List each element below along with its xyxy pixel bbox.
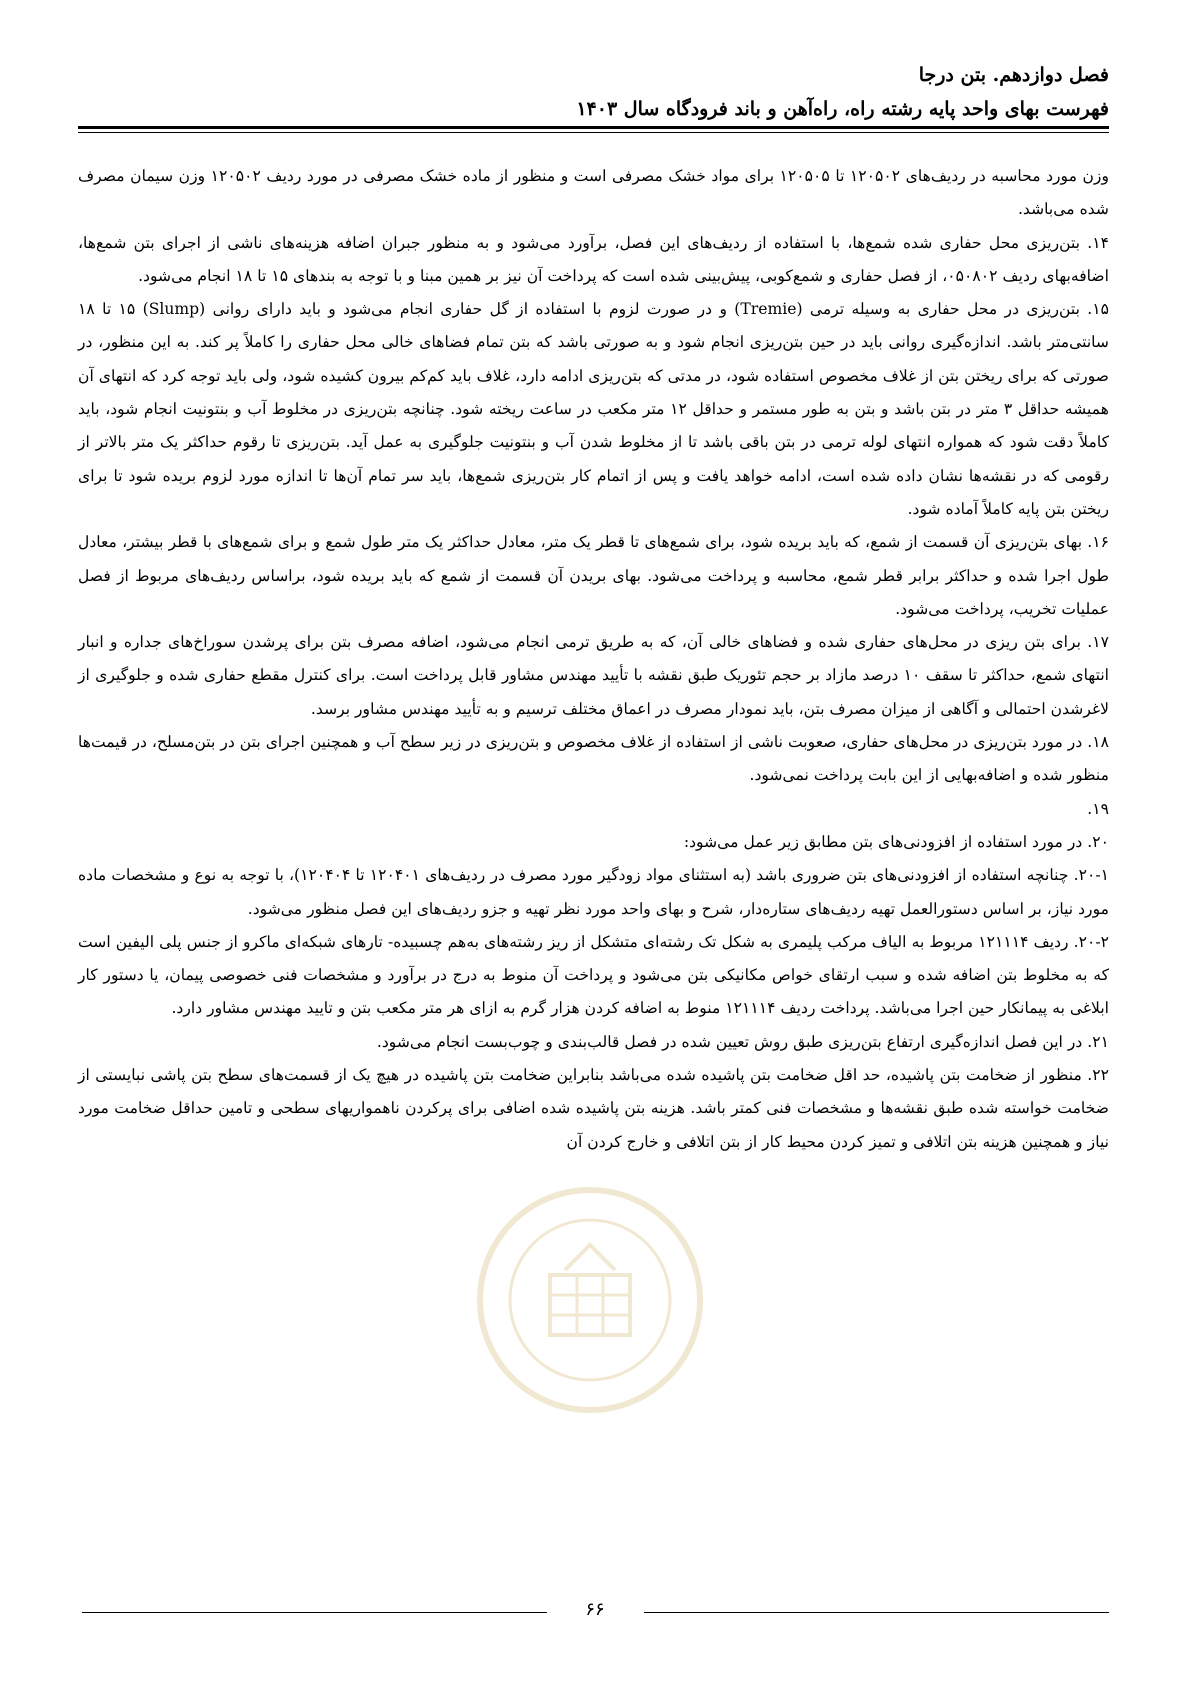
paragraph-16: ۱۶. بهای بتن‌ریزی آن قسمت از شمع، که باید بریده شود، برای شمع‌های تا قطر یک متر، معادل حداکثر یک متر طول شمع و برای شمع‌های با قطر بیشتر، معادل طول اجرا شده و حداکثر برابر قطر شمع، محاسبه و پرداخت می‌شود. بهای بریدن آن قسمت از شمع که باید بریده شود، براساس ردیف‌های مربوط از فصل عملیات تخریب، پرداخت می‌شود. [78,533,1109,618]
footer-rule-left [82,1612,547,1613]
chapter-title: فصل دوازدهم. بتن درجا [918,64,1109,86]
header-rule-thin [78,132,1109,133]
page-header [78,58,1109,126]
paragraph-18: ۱۸. در مورد بتن‌ریزی در محل‌های حفاری، صعوبت ناشی از استفاده از غلاف مخصوص و بتن‌ریزی در زیر سطح آب و همچنین اجرای بتن در بتن‌مسلح، در قیمت‌ها منظور شده و اضافه‌بهایی از این بابت پرداخت نمی‌شود. [78,733,1109,785]
paragraph-22: ۲۲. منظور از ضخامت بتن پاشیده، حد اقل ضخامت بتن پاشیده شده می‌باشد بنابراین ضخامت بتن پاشیده در هیچ یک از قسمت‌های سطح بتن پاشی نبایستی از ضخامت خواسته شده طبق نقشه‌ها و مشخصات فنی کمتر باشد. هزینه بتن پاشیده شده اضافی برای پرکردن ناهمواریهای سطحی و تامین حداقل ضخامت مورد نیاز و همچنین هزینه بتن اتلافی و تمیز کردن محیط کار از بتن اتلافی و خارج کردن آن [78,1066,1109,1151]
paragraph-14: ۱۴. بتن‌ریزی محل حفاری شده شمع‌ها، با استفاده از ردیف‌های این فصل، برآورد می‌شود و به منظور جبران اضافه هزینه‌های ناشی از اجرای بتن شمع‌ها، اضافه‌بهای ردیف ۰۵۰۸۰۲، از فصل حفاری و شمع‌کوبی، پیش‌بینی شده است که پرداخت آن نیز بر همین مبنا و با توجه به بندهای ۱۵ تا ۱۸ انجام می‌شود. [78,233,1109,285]
watermark-seal-icon [470,1180,710,1420]
page-number: ۶۶ [585,1599,605,1620]
paragraph-continuation: وزن مورد محاسبه در ردیف‌های ۱۲۰۵۰۲ تا ۱۲۰۵۰۵ برای مواد خشک مصرفی است و منظور از ماده خشک مصرفی در مورد ردیف ۱۲۰۵۰۲ وزن سیمان مصرف شده می‌باشد. [78,167,1109,219]
paragraph-20-2: ۲۰-۲. ردیف ۱۲۱۱۱۴ مربوط به الیاف مرکب پلیمری به شکل تک رشته‌ای متشکل از ریز رشته‌های به‌هم چسبیده- تارهای شبکه‌ای ماکرو از جنس پلی الیفین است که به مخلوط بتن اضافه شده و سبب ارتقای خواص مکانیکی بتن می‌شود و پرداخت آن منوط به درج در برآورد و مشخصات فنی خصوصی پیمان، یا دستور کار ابلاغی به پیمانکار حین اجرا می‌باشد. پرداخت ردیف ۱۲۱۱۱۴ منوط به اضافه کردن هزار گرم به ازای هر متر مکعب بتن و تایید مهندس مشاور دارد. [78,932,1109,1018]
body-text [78,160,1109,1159]
paragraph-15: ۱۵. بتن‌ریزی در محل حفاری به وسیله ترمی (Tremie) و در صورت لزوم با استفاده از گل حفاری انجام می‌شود و باید دارای روانی (Slump) ۱۵ تا ۱۸ سانتی‌متر باشد. اندازه‌گیری روانی باید در حین بتن‌ریزی انجام شود و به صورتی باشد که بتن تمام فضاهای خالی محل حفاری را کاملاً پر کند. به این منظور، در صورتی که برای ریختن بتن از غلاف مخصوص استفاده شود، در مدتی که بتن‌ریزی ادامه دارد، غلاف باید کم‌کم بیرون کشیده شود، ولی باید توجه کرد که انتهای آن همیشه حداقل ۳ متر در بتن باشد و بتن به طور مستمر و حداقل ۱۲ متر مکعب در ساعت ریخته شود. چنانچه بتن‌ریزی در مخلوط آب و بنتونیت انجام شود، باید کاملاً دقت شود که همواره انتهای لوله ترمی در بتن باقی باشد تا از مخلوط شدن آب و بنتونیت جلوگیری به عمل آید. بتن‌ریزی تا رقوم حداکثر یک متر بالاتر از رقومی که در نقشه‌ها نشان داده شده است، ادامه خواهد یافت و پس از اتمام کار بتن‌ریزی شمع‌ها، باید سر تمام آن‌ها تا اندازه مورد لزوم بریده شود تا برای ریختن بتن پایه کاملاً آماده شود. [78,300,1109,518]
paragraph-19: ۱۹. [1087,799,1109,818]
paragraph-20: ۲۰. در مورد استفاده از افزودنی‌های بتن مطابق زیر عمل می‌شود: [683,832,1109,851]
paragraph-20-1: ۲۰-۱. چنانچه استفاده از افزودنی‌های بتن ضروری باشد (به استثنای مواد زودگیر مورد مصرف در ردیف‌های ۱۲۰۴۰۱ تا ۱۲۰۴۰۴)، با توجه به نوع و مشخصات ماده مورد نیاز، بر اساس دستورالعمل تهیه ردیف‌های ستاره‌دار، شرح و بهای واحد مورد نظر تهیه و جزو ردیف‌های این فصل منظور می‌شود. [78,866,1110,918]
book-title: فهرست بهای واحد پایه رشته راه، راه‌آهن و باند فرودگاه سال ۱۴۰۳ [576,98,1109,120]
header-rule-thick [78,126,1109,129]
paragraph-21: ۲۱. در این فصل اندازه‌گیری ارتفاع بتن‌ریزی طبق روش تعیین شده در فصل قالب‌بندی و چوب‌بست انجام می‌شود. [376,1032,1109,1051]
paragraph-17: ۱۷. برای بتن ریزی در محل‌های حفاری شده و فضاهای خالی آن، که به طریق ترمی انجام می‌شود، اضافه مصرف بتن برای پرشدن سوراخ‌های جداره و انبار انتهای شمع، حداکثر تا سقف ۱۰ درصد مازاد بر حجم تئوریک طبق نقشه با تأیید مهندس مشاور قابل پرداخت است. برای کنترل مقطع حفاری شده و جلوگیری از لاغرشدن احتمالی و آگاهی از میزان مصرف بتن، باید نمودار مصرف در اعماق مختلف ترسیم و به تأیید مهندس مشاور برسد. [78,633,1109,718]
footer-rule-right [644,1612,1109,1613]
